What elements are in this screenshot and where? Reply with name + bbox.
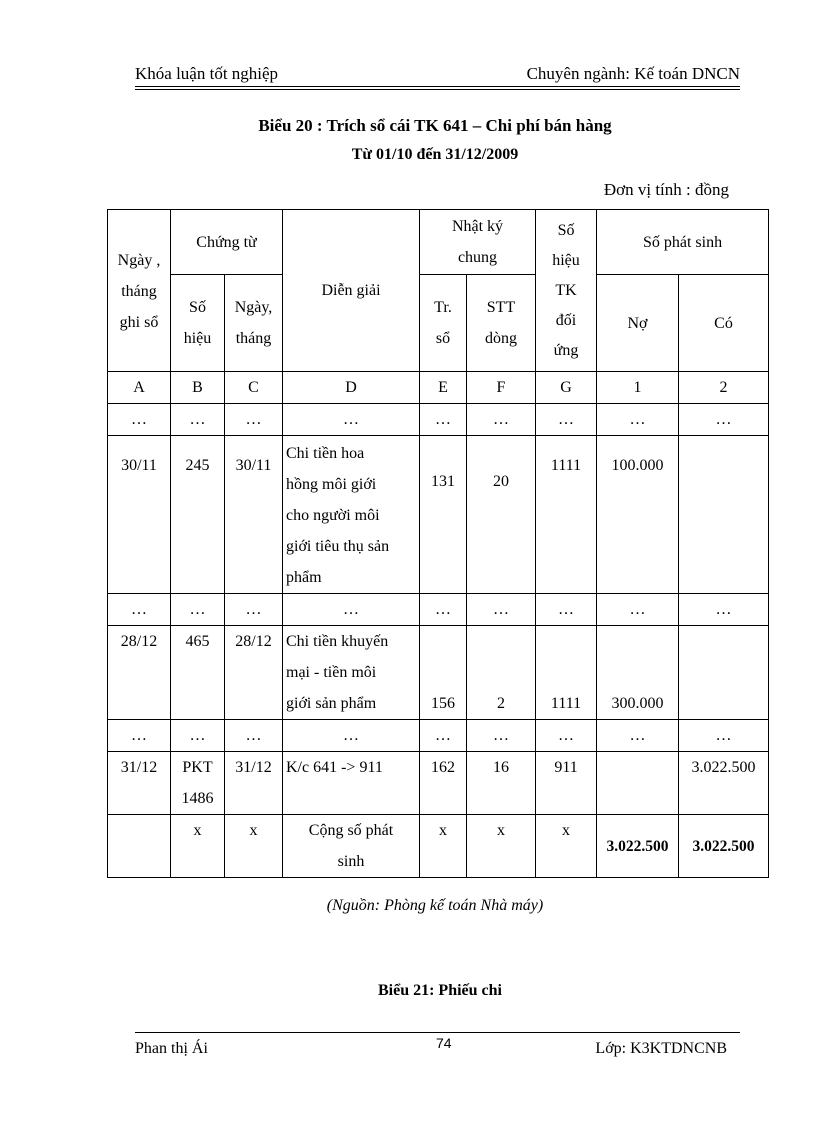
header-voucher-no [171, 275, 225, 372]
code-cell: E [420, 372, 467, 404]
ellipsis-cell: … [536, 404, 597, 436]
footer-rule [135, 1032, 740, 1033]
row-description-line: mại - tiền môi [286, 664, 377, 681]
header-account [536, 210, 597, 372]
header-voucher: Chứng từ [171, 210, 283, 275]
ellipsis-cell: … [171, 594, 225, 626]
row-description-line: cho người môi [286, 507, 380, 524]
header-journal-line: Nhật ký [451, 218, 504, 235]
ellipsis-cell: … [171, 404, 225, 436]
row-voucher-no-line: PKT [182, 759, 213, 776]
row-credit [679, 436, 769, 594]
row-description-line: giới tiêu thụ sản [286, 538, 390, 555]
ellipsis-cell: … [467, 594, 536, 626]
header-journal-page-line: sổ [435, 330, 451, 347]
header-journal [420, 210, 536, 275]
page-number: 74 [436, 1035, 452, 1051]
row-journal-page: 156 [420, 626, 467, 720]
header-date-line: tháng [121, 283, 157, 300]
ledger-table [107, 209, 769, 878]
header-account-line: TK [555, 281, 577, 299]
source-note: (Nguồn: Phòng kế toán Nhà máy) [326, 897, 544, 914]
ellipsis-cell: … [283, 720, 420, 752]
row-journal-line: 20 [467, 436, 536, 594]
footer-author: Phan thị Ái [135, 1040, 208, 1057]
header-voucher-date-line: tháng [235, 330, 272, 347]
row-debit [597, 752, 679, 815]
header-date-line: ghi sổ [119, 314, 159, 331]
total-mark: x [467, 815, 536, 878]
ellipsis-cell: … [108, 594, 171, 626]
ellipsis-cell: … [597, 404, 679, 436]
header-journal-line-line: dòng [485, 330, 517, 347]
table-row [108, 752, 769, 815]
ellipsis-cell: … [283, 404, 420, 436]
row-journal-line: 2 [467, 626, 536, 720]
ellipsis-cell: … [467, 720, 536, 752]
code-cell: 2 [679, 372, 769, 404]
total-mark: x [171, 815, 225, 878]
code-cell: A [108, 372, 171, 404]
row-voucher-date: 28/12 [225, 626, 283, 720]
table-row [108, 626, 769, 720]
ellipsis-row [108, 720, 769, 752]
code-cell: G [536, 372, 597, 404]
code-cell: C [225, 372, 283, 404]
header-row-1 [108, 210, 769, 275]
code-cell: B [171, 372, 225, 404]
header-voucher-date [225, 275, 283, 372]
total-debit: 3.022.500 [597, 815, 679, 878]
ellipsis-cell: … [467, 404, 536, 436]
total-label-line: Cộng số phát [308, 822, 394, 839]
header-row-2 [108, 275, 769, 372]
code-cell: D [283, 372, 420, 404]
row-description [283, 626, 420, 720]
header-amount: Số phát sinh [597, 210, 769, 275]
header-date-line: Ngày , [117, 252, 161, 269]
footer-class: Lớp: K3KTDNCNB [595, 1040, 727, 1057]
header-date [108, 210, 171, 372]
total-date-empty [108, 815, 171, 878]
header-left-text: Khóa luận tốt nghiệp [135, 64, 279, 83]
total-row [108, 815, 769, 878]
ellipsis-cell: … [679, 720, 769, 752]
row-credit [679, 626, 769, 720]
ellipsis-cell: … [283, 594, 420, 626]
row-description-line: Chi tiền hoa [286, 445, 365, 462]
header-account-line: hiệu [552, 251, 580, 269]
unit-label: Đơn vị tính : đồng [603, 180, 729, 199]
header-journal-line: chung [457, 249, 498, 266]
row-account: 1111 [536, 436, 597, 594]
ellipsis-cell: … [536, 594, 597, 626]
ellipsis-cell: … [420, 594, 467, 626]
row-debit: 100.000 [597, 436, 679, 594]
row-description: K/c 641 -> 911 [283, 752, 420, 815]
table-period: Từ 01/10 đến 31/12/2009 [351, 146, 519, 163]
row-description-line: Chi tiền khuyến [286, 633, 389, 650]
total-credit: 3.022.500 [679, 815, 769, 878]
ellipsis-cell: … [679, 404, 769, 436]
header-credit: Có [679, 275, 769, 372]
row-voucher-no: 465 [171, 626, 225, 720]
code-cell: F [467, 372, 536, 404]
header-rule [135, 86, 740, 87]
table-row [108, 436, 769, 594]
ellipsis-cell: … [536, 720, 597, 752]
header-account-line: đối [555, 311, 577, 329]
ellipsis-cell: … [597, 594, 679, 626]
row-credit: 3.022.500 [679, 752, 769, 815]
header-voucher-date-line: Ngày, [234, 299, 273, 316]
table-title: Biểu 20 : Trích sổ cái TK 641 – Chi phí bán hàng [258, 116, 612, 135]
row-debit: 300.000 [597, 626, 679, 720]
header-journal-page-line: Tr. [434, 299, 452, 316]
ellipsis-cell: … [420, 404, 467, 436]
row-voucher-date: 30/11 [225, 436, 283, 594]
row-description [283, 436, 420, 594]
ellipsis-cell: … [420, 720, 467, 752]
row-description-line: hồng môi giới [286, 476, 377, 493]
row-description-line: phẩm [286, 569, 322, 586]
ellipsis-row [108, 594, 769, 626]
next-table-title: Biểu 21: Phiếu chi [377, 982, 502, 999]
ellipsis-cell: … [225, 404, 283, 436]
header-right-text: Chuyên ngành: Kế toán DNCN [526, 64, 740, 83]
header-voucher-no-line: hiệu [183, 330, 212, 347]
code-cell: 1 [597, 372, 679, 404]
row-account: 911 [536, 752, 597, 815]
total-mark: x [420, 815, 467, 878]
ellipsis-cell: … [679, 594, 769, 626]
row-date: 31/12 [108, 752, 171, 815]
ellipsis-cell: … [171, 720, 225, 752]
row-journal-page: 162 [420, 752, 467, 815]
code-row [108, 372, 769, 404]
total-label [283, 815, 420, 878]
ellipsis-cell: … [108, 720, 171, 752]
ellipsis-cell: … [597, 720, 679, 752]
total-mark: x [225, 815, 283, 878]
ellipsis-cell: … [225, 720, 283, 752]
row-voucher-date: 31/12 [225, 752, 283, 815]
ellipsis-row [108, 404, 769, 436]
row-description-line: giới sản phẩm [286, 695, 377, 712]
row-journal-page: 131 [420, 436, 467, 594]
page-header [135, 64, 740, 86]
row-date: 28/12 [108, 626, 171, 720]
row-date: 30/11 [108, 436, 171, 594]
header-description: Diễn giải [283, 210, 420, 372]
header-journal-line-line: STT [486, 299, 516, 316]
header-account-line: ứng [553, 341, 579, 359]
row-voucher-no-line: 1486 [181, 790, 214, 807]
header-rule-double [135, 89, 740, 90]
header-journal-page [420, 275, 467, 372]
ellipsis-cell: … [108, 404, 171, 436]
ellipsis-cell: … [225, 594, 283, 626]
header-voucher-no-line: Số [189, 299, 206, 316]
row-voucher-no: 245 [171, 436, 225, 594]
header-account-line: Số [557, 221, 575, 239]
row-journal-line: 16 [467, 752, 536, 815]
row-account: 1111 [536, 626, 597, 720]
header-journal-line-no [467, 275, 536, 372]
total-label-line: sinh [337, 853, 365, 870]
row-voucher-no [171, 752, 225, 815]
header-debit: Nợ [597, 275, 679, 372]
total-mark: x [536, 815, 597, 878]
